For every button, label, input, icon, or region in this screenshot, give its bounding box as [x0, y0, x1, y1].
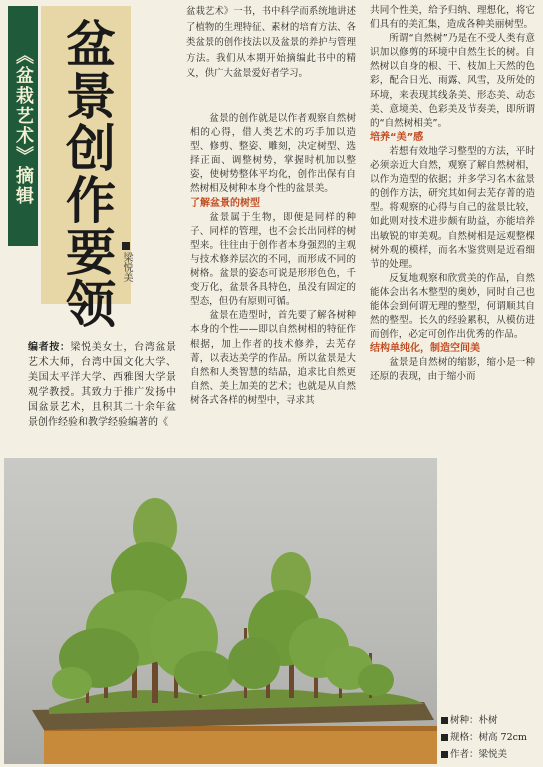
- editor-note-label: 编者按：: [28, 342, 71, 353]
- paragraph: 盆景在造型时，首先要了解各树种本身的个性——即以自然树相的特征作根据，加上作者的技术修养，去芜存菁，以表达美学的作品。所以盆景是大自然和人类智慧的结晶，追求比自然更自然、美上加美的艺术；也就是从自然树各式各样的树型中，寻求其: [190, 310, 356, 406]
- bonsai-photo: [4, 458, 437, 764]
- paragraph: 盆景的创作就是以作者观察自然树相的心得，借人类艺术的巧手加以造型、修剪、整姿、雕刻，决定树型、选择正面、调整树势，掌握时机加以整姿，使树势整体平均化，创作出保有自然树相及树种本身个性的盆景美。: [190, 113, 356, 195]
- wooden-table: [44, 726, 437, 764]
- caption-marker: [441, 751, 448, 758]
- paragraph: 盆景属于生物，即便是同样的种子、同样的管理，也不会长出同样的树型来。往往由于创作者本身强烈的主观与技术修养层次的不同，而形成不同的树格。盆景的姿态可说是形形色色，千变万化，盆景各具特色，虽没有固定的型态，但仍有原则可循。: [190, 211, 356, 308]
- forest-planting: [52, 498, 394, 703]
- caption-size: 规格：树高 72cm: [441, 729, 541, 746]
- paragraph: 所谓“自然树”乃是在不受人类有意识加以修剪的环境中自然生长的树。自然树以自身的根、干、枝加上天然的色彩，配合日光、雨露、风雪，及所处的环境，来表现其线条美、形态美、动态美、意境美、色彩美及节奏美，即所谓的“自然树相美”。: [370, 33, 535, 129]
- caption-maker: 作者：梁悦美: [441, 746, 541, 763]
- article-title: 盆景创作要领: [58, 18, 117, 330]
- author-name: 梁悦美: [121, 252, 132, 282]
- series-title-band: 《盆栽艺术》摘辑: [8, 6, 38, 246]
- paragraph: 若想有效地学习整型的方法，平时必须亲近大自然，观察了解自然树相，以作为造型的依据；并多学习名木盆景的创作方法，研究其如何去芜存菁的造型。将观察的心得与自己的盆景比较，如此则对技术进步颇有助益，亦能培养出敏锐的审美观。自然树相是远观整棵树外观的模样，而名木鉴赏则是近看细节的处理。: [370, 145, 535, 270]
- column-3-body: [370, 4, 535, 385]
- editor-note-continuation: 盆栽艺术》一书，书中科学而系统地讲述了植物的生理特征、素材的培育方法、各类盆景的创作技法以及盆景的养护与管理方法。我们从本期开始摘编此书中的精义，供广大盆景爱好者学习。: [186, 6, 356, 79]
- section-heading: 了解盆景的树型: [190, 197, 260, 209]
- photo-caption: [441, 712, 541, 763]
- caption-marker: [441, 734, 448, 741]
- paragraph: 盆景是自然树的缩影，缩小是一种还原的表现，由于缩小而: [370, 357, 535, 383]
- column-2-intro: [186, 4, 356, 82]
- caption-marker: [441, 717, 448, 724]
- section-heading: 培养“美”感: [370, 131, 424, 143]
- column-2-body: [190, 112, 356, 408]
- paragraph: 共同个性美，给予归纳、理想化，将它们具有的美汇集，造成各种美丽树型。: [370, 5, 535, 31]
- caption-species: 树种：朴树: [441, 712, 541, 729]
- paragraph: 反复地观察和欣赏美的作品，自然能体会出名木整型的奥妙，同时自己也能体会到何谓无理的整型，何谓顺其自然的整型。长久的经验累积，从模仿进而创作，必定可创作出优秀的作品。: [370, 272, 535, 341]
- editor-note-text: 梁悦美女士，台湾盆景艺术大师，台湾中国文化大学、美国太平洋大学、西雅图大学景观学教授。其致力于推广发扬中国盆景艺术，且积其二十余年盆景创作经验和教学经验编著的《: [28, 342, 177, 428]
- section-heading: 结构单纯化，制造空间美: [370, 343, 480, 355]
- author-marker: [122, 242, 130, 250]
- editor-note: [28, 340, 176, 430]
- bonsai-illustration: [4, 458, 437, 764]
